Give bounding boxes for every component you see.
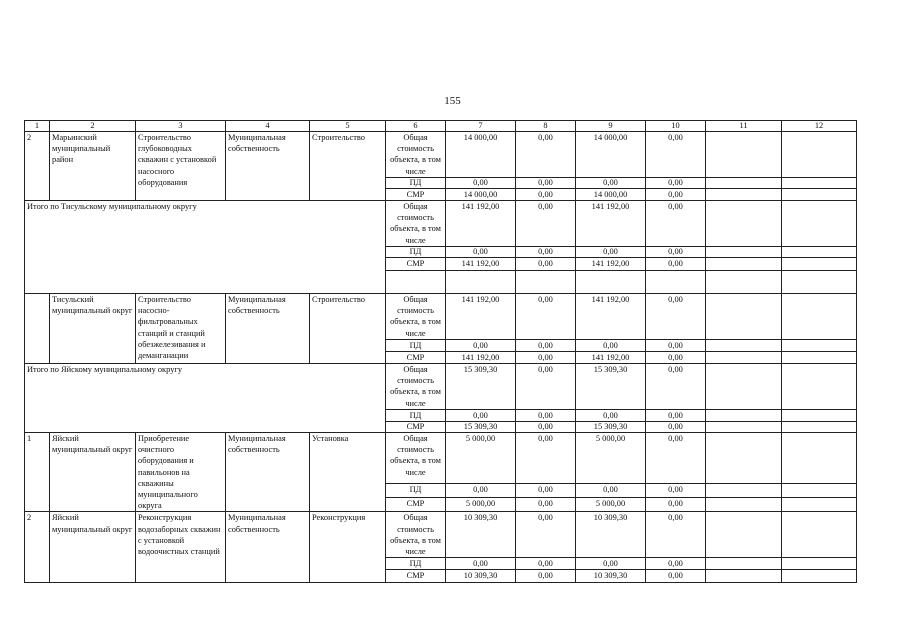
object-row <box>25 294 857 340</box>
col-header: 12 <box>782 121 857 132</box>
value-cell: 0,00 <box>516 410 576 422</box>
empty-cell <box>706 433 782 484</box>
total-cost-label: Общая стоимость объекта, в том числе <box>386 512 446 558</box>
value-cell: 0,00 <box>516 247 576 258</box>
work-type-cell: Строительство <box>310 294 386 364</box>
empty-cell <box>706 570 782 583</box>
empty-cell <box>782 178 857 189</box>
col-header: 1 <box>25 121 50 132</box>
value-cell: 0,00 <box>646 558 706 570</box>
col-header: 11 <box>706 121 782 132</box>
municipality-cell: Тисульский муниципальный округ <box>50 294 136 364</box>
work-type-cell: Установка <box>310 433 386 512</box>
value-cell: 5 000,00 <box>446 497 516 512</box>
municipality-cell: Марьинский муниципальный район <box>50 132 136 201</box>
value-cell: 141 192,00 <box>576 258 646 271</box>
smr-label: СМР <box>386 189 446 201</box>
row-number <box>25 294 50 364</box>
empty-cell <box>706 364 782 410</box>
value-cell: 0,00 <box>516 352 576 364</box>
value-cell: 0,00 <box>516 422 576 433</box>
value-cell: 0,00 <box>516 178 576 189</box>
empty-cell <box>782 132 857 178</box>
empty-cell <box>782 484 857 497</box>
col-header: 9 <box>576 121 646 132</box>
value-cell: 0,00 <box>516 132 576 178</box>
empty-cell <box>446 271 516 294</box>
pd-label: ПД <box>386 484 446 497</box>
col-header: 4 <box>226 121 310 132</box>
value-cell: 15 309,30 <box>446 364 516 410</box>
ownership-cell: Муниципальная собственность <box>226 433 310 512</box>
empty-cell <box>706 132 782 178</box>
total-cost-label: Общая стоимость объекта, в том числе <box>386 294 446 340</box>
value-cell: 0,00 <box>576 340 646 352</box>
empty-cell <box>782 422 857 433</box>
smr-label: СМР <box>386 352 446 364</box>
subtotal-label: Итого по Тисульскому муниципальному округу <box>25 201 386 294</box>
empty-cell <box>706 247 782 258</box>
value-cell: 0,00 <box>576 247 646 258</box>
value-cell: 0,00 <box>516 294 576 340</box>
value-cell: 0,00 <box>516 484 576 497</box>
subtotal-row <box>25 201 857 247</box>
value-cell: 0,00 <box>446 178 516 189</box>
value-cell: 0,00 <box>646 258 706 271</box>
value-cell: 0,00 <box>576 484 646 497</box>
value-cell: 141 192,00 <box>446 294 516 340</box>
ownership-cell: Муниципальная собственность <box>226 512 310 583</box>
col-header: 3 <box>136 121 226 132</box>
col-header: 2 <box>50 121 136 132</box>
empty-cell <box>782 558 857 570</box>
empty-cell <box>516 271 576 294</box>
empty-cell <box>706 340 782 352</box>
empty-cell <box>782 570 857 583</box>
value-cell: 14 000,00 <box>446 132 516 178</box>
ownership-cell: Муниципальная собственность <box>226 294 310 364</box>
value-cell: 0,00 <box>516 201 576 247</box>
value-cell: 141 192,00 <box>446 201 516 247</box>
pd-label: ПД <box>386 247 446 258</box>
value-cell: 0,00 <box>516 512 576 558</box>
value-cell: 0,00 <box>516 558 576 570</box>
value-cell: 0,00 <box>516 497 576 512</box>
empty-cell <box>706 497 782 512</box>
row-number: 2 <box>25 512 50 583</box>
value-cell: 0,00 <box>446 247 516 258</box>
empty-cell <box>782 189 857 201</box>
value-cell: 0,00 <box>646 433 706 484</box>
description-cell: Приобретение очистного оборудования и павильонов на скважины муниципального округа <box>136 433 226 512</box>
value-cell: 14 000,00 <box>576 132 646 178</box>
subtotal-row <box>25 364 857 410</box>
value-cell: 0,00 <box>516 364 576 410</box>
value-cell: 0,00 <box>446 484 516 497</box>
total-cost-label: Общая стоимость объекта, в том числе <box>386 201 446 247</box>
value-cell: 0,00 <box>576 558 646 570</box>
value-cell: 0,00 <box>646 352 706 364</box>
description-cell: Строительство глубоководных скважин с установкой насосного оборудования <box>136 132 226 201</box>
empty-cell <box>706 189 782 201</box>
value-cell: 10 309,30 <box>446 570 516 583</box>
value-cell: 0,00 <box>646 484 706 497</box>
smr-label: СМР <box>386 497 446 512</box>
investment-table <box>24 120 857 583</box>
value-cell: 0,00 <box>646 340 706 352</box>
value-cell: 15 309,30 <box>576 422 646 433</box>
column-number-row <box>25 121 857 132</box>
value-cell: 0,00 <box>646 422 706 433</box>
object-row <box>25 433 857 484</box>
work-type-cell: Реконструкция <box>310 512 386 583</box>
empty-cell <box>782 352 857 364</box>
subtotal-label: Итого по Яйскому муниципальному округу <box>25 364 386 433</box>
value-cell: 10 309,30 <box>446 512 516 558</box>
value-cell: 141 192,00 <box>446 258 516 271</box>
page-number: 155 <box>444 95 461 107</box>
municipality-cell: Яйский муниципальный округ <box>50 433 136 512</box>
value-cell: 141 192,00 <box>576 294 646 340</box>
empty-cell <box>706 512 782 558</box>
smr-label: СМР <box>386 570 446 583</box>
empty-cell <box>782 497 857 512</box>
empty-cell <box>706 258 782 271</box>
empty-cell <box>782 258 857 271</box>
empty-cell <box>706 484 782 497</box>
empty-cell <box>706 294 782 340</box>
municipality-cell: Яйский муниципальный округ <box>50 512 136 583</box>
value-cell: 0,00 <box>516 570 576 583</box>
description-cell: Строительство насосно-фильтровальных станций и станций обезжелезивания и деманганации <box>136 294 226 364</box>
col-header: 6 <box>386 121 446 132</box>
value-cell: 5 000,00 <box>576 433 646 484</box>
value-cell: 0,00 <box>646 132 706 178</box>
value-cell: 14 000,00 <box>576 189 646 201</box>
value-cell: 0,00 <box>646 570 706 583</box>
total-cost-label: Общая стоимость объекта, в том числе <box>386 132 446 178</box>
value-cell: 0,00 <box>576 410 646 422</box>
value-cell: 0,00 <box>646 178 706 189</box>
value-cell: 15 309,30 <box>576 364 646 410</box>
col-header: 10 <box>646 121 706 132</box>
smr-label: СМР <box>386 422 446 433</box>
empty-cell <box>706 422 782 433</box>
value-cell: 141 192,00 <box>446 352 516 364</box>
row-number: 1 <box>25 433 50 512</box>
empty-cell <box>782 247 857 258</box>
total-cost-label: Общая стоимость объекта, в том числе <box>386 364 446 410</box>
smr-label: СМР <box>386 258 446 271</box>
col-header: 8 <box>516 121 576 132</box>
value-cell: 0,00 <box>646 201 706 247</box>
value-cell: 141 192,00 <box>576 352 646 364</box>
col-header: 5 <box>310 121 386 132</box>
empty-cell <box>646 271 706 294</box>
empty-cell <box>706 201 782 247</box>
value-cell: 141 192,00 <box>576 201 646 247</box>
pd-label: ПД <box>386 178 446 189</box>
pd-label: ПД <box>386 410 446 422</box>
empty-cell <box>706 178 782 189</box>
empty-cell <box>782 364 857 410</box>
value-cell: 0,00 <box>446 410 516 422</box>
value-cell: 0,00 <box>576 178 646 189</box>
empty-cell <box>706 352 782 364</box>
value-cell: 10 309,30 <box>576 512 646 558</box>
value-cell: 5 000,00 <box>576 497 646 512</box>
pd-label: ПД <box>386 558 446 570</box>
empty-cell <box>782 340 857 352</box>
object-row <box>25 512 857 558</box>
pd-label: ПД <box>386 340 446 352</box>
value-cell: 15 309,30 <box>446 422 516 433</box>
empty-cell <box>782 271 857 294</box>
empty-cell <box>706 271 782 294</box>
row-number: 2 <box>25 132 50 201</box>
ownership-cell: Муниципальная собственность <box>226 132 310 201</box>
empty-cell <box>782 201 857 247</box>
value-cell: 0,00 <box>646 247 706 258</box>
empty-cell <box>782 294 857 340</box>
value-cell: 5 000,00 <box>446 433 516 484</box>
value-cell: 0,00 <box>516 258 576 271</box>
empty-cell <box>576 271 646 294</box>
description-cell: Реконструкция водозаборных скважин с установкой водоочистных станций <box>136 512 226 583</box>
value-cell: 0,00 <box>516 340 576 352</box>
empty-cell <box>706 558 782 570</box>
value-cell: 0,00 <box>646 497 706 512</box>
empty-cell <box>782 433 857 484</box>
value-cell: 14 000,00 <box>446 189 516 201</box>
value-cell: 0,00 <box>646 410 706 422</box>
value-cell: 0,00 <box>646 512 706 558</box>
value-cell: 0,00 <box>646 294 706 340</box>
value-cell: 0,00 <box>446 340 516 352</box>
empty-cell <box>782 512 857 558</box>
empty-cell <box>782 410 857 422</box>
value-cell: 0,00 <box>516 433 576 484</box>
col-header: 7 <box>446 121 516 132</box>
object-row <box>25 132 857 178</box>
total-cost-label: Общая стоимость объекта, в том числе <box>386 433 446 484</box>
value-cell: 0,00 <box>646 364 706 410</box>
empty-cell <box>386 271 446 294</box>
work-type-cell: Строительство <box>310 132 386 201</box>
value-cell: 0,00 <box>646 189 706 201</box>
value-cell: 10 309,30 <box>576 570 646 583</box>
value-cell: 0,00 <box>446 558 516 570</box>
empty-cell <box>706 410 782 422</box>
value-cell: 0,00 <box>516 189 576 201</box>
